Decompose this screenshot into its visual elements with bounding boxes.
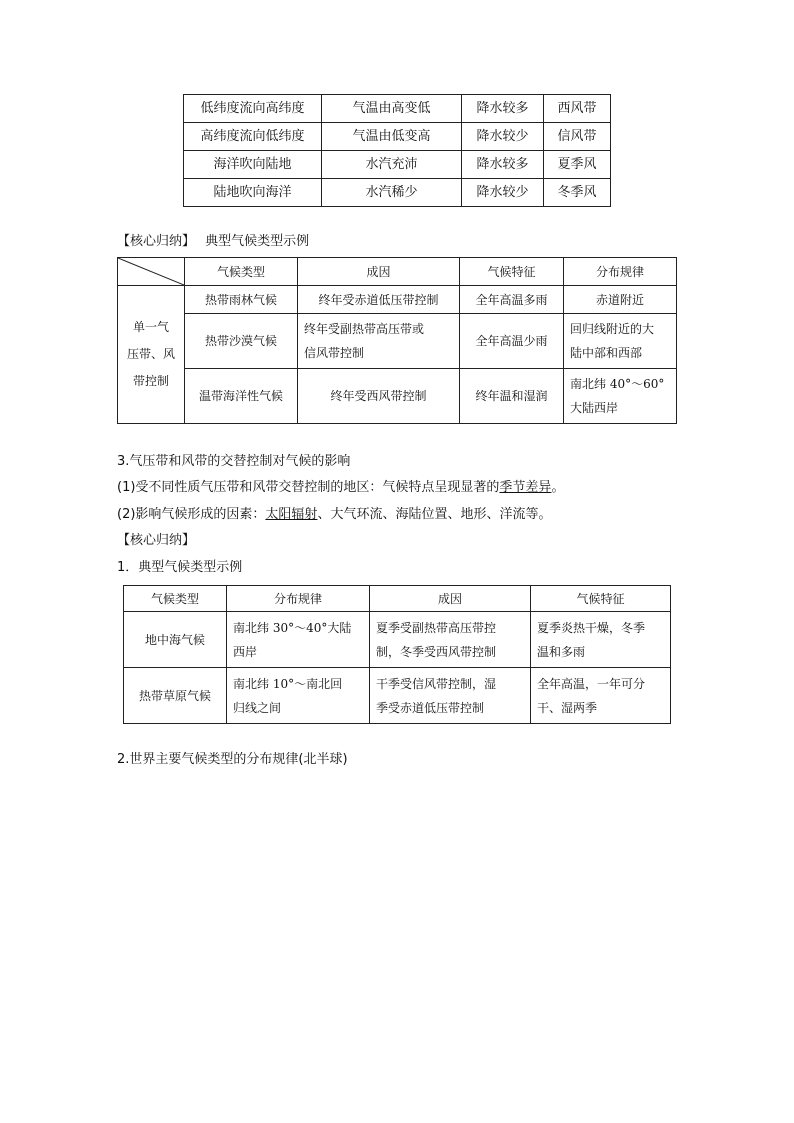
climate-type-table-alternating-control: [123, 585, 671, 724]
table-cell: 冬季风: [544, 179, 611, 207]
table-cell: 陆地吹向海洋: [184, 179, 322, 207]
distribution-line: 南北纬 30°～40°大陆: [233, 620, 352, 635]
table-row: [118, 369, 677, 424]
feature-cell: 全年高温少雨: [460, 314, 564, 369]
feature-cell: [531, 612, 671, 668]
underlined-term: 太阳辐射: [265, 507, 318, 522]
climate-type-cell: 热带雨林气候: [185, 286, 298, 314]
table-cell: 降水较少: [462, 123, 544, 151]
table-cell: 夏季风: [544, 151, 611, 179]
section-heading: 3.气压带和风带的交替控制对气候的影响: [117, 454, 351, 469]
table-cell: 水汽稀少: [322, 179, 462, 207]
text-prefix: (2)影响气候形成的因素：: [117, 507, 266, 522]
feature-line: 全年高温，一年可分: [537, 676, 646, 691]
cause-cell: [370, 668, 531, 724]
cause-cell: [298, 314, 460, 369]
distribution-cell: 赤道附近: [564, 286, 677, 314]
cause-line: 信风带控制: [304, 346, 365, 360]
table-cell: 降水较少: [462, 179, 544, 207]
section-title: 典型气候类型示例: [205, 234, 310, 249]
wind-property-table: [183, 94, 611, 207]
table-row: [184, 179, 611, 207]
table-cell: 低纬度流向高纬度: [184, 95, 322, 123]
climate-type-cell: 温带海洋性气候: [185, 369, 298, 424]
column-header: 气候特征: [460, 258, 564, 286]
table-row: [118, 314, 677, 369]
table-cell: 气温由高变低: [322, 95, 462, 123]
climate-type-cell: 热带沙漠气候: [185, 314, 298, 369]
table-header-row: [124, 586, 671, 612]
section-tag: 【核心归纳】: [117, 234, 196, 249]
feature-cell: 终年温和湿润: [460, 369, 564, 424]
table-row: [184, 95, 611, 123]
cause-cell: [370, 612, 531, 668]
table-header-row: [118, 258, 677, 286]
group-label-line: 带控制: [132, 374, 169, 388]
cause-cell: 终年受赤道低压带控制: [298, 286, 460, 314]
climate-type-table-single-control: [117, 257, 677, 424]
table-cell: 海洋吹向陆地: [184, 151, 322, 179]
distribution-line: 南北纬 10°～南北回: [233, 676, 343, 691]
column-header: 气候特征: [531, 586, 671, 612]
table-cell: 气温由低变高: [322, 123, 462, 151]
table-row: [124, 612, 671, 668]
distribution-cell: [227, 668, 370, 724]
climate-type-cell: 热带草原气候: [124, 668, 227, 724]
distribution-line: 归线之间: [233, 700, 282, 715]
column-header: 成因: [370, 586, 531, 612]
table-row: [184, 151, 611, 179]
table-cell: 高纬度流向低纬度: [184, 123, 322, 151]
distribution-line: 陆中部和西部: [570, 346, 643, 360]
table-row: [124, 668, 671, 724]
diagonal-header-cell: [118, 258, 185, 286]
paragraph-line: [117, 478, 564, 498]
table-cell: 信风带: [544, 123, 611, 151]
section-tag: 【核心归纳】: [117, 533, 196, 548]
distribution-cell: [564, 369, 677, 424]
section-subheading: 1．典型气候类型示例: [117, 560, 243, 575]
group-label-line: 单一气: [132, 320, 169, 334]
cause-line: 干季受信风带控制，湿: [376, 676, 497, 691]
distribution-cell: [564, 314, 677, 369]
distribution-line: 南北纬 40°～60°: [570, 377, 665, 391]
cause-cell: 终年受西风带控制: [298, 369, 460, 424]
table-cell: 降水较多: [462, 95, 544, 123]
paragraph-line: [117, 505, 551, 525]
cause-line: 季受赤道低压带控制: [376, 700, 485, 715]
climate-type-cell: 地中海气候: [124, 612, 227, 668]
diagonal-line: [118, 258, 184, 285]
table-cell: 降水较多: [462, 151, 544, 179]
feature-line: 干、湿两季: [537, 700, 598, 715]
column-header: 分布规律: [564, 258, 677, 286]
group-label-line: 压带、风: [126, 347, 175, 361]
distribution-cell: [227, 612, 370, 668]
distribution-line: 西岸: [233, 644, 258, 659]
text-suffix: 、大气环流、海陆位置、地形、洋流等。: [317, 507, 552, 522]
section-heading: 2.世界主要气候类型的分布规律(北半球): [117, 752, 348, 767]
text-prefix: (1)受不同性质气压带和风带交替控制的地区：气候特点呈现显著的: [117, 480, 500, 495]
feature-cell: [531, 668, 671, 724]
column-header: 成因: [298, 258, 460, 286]
text-suffix: 。: [551, 480, 565, 495]
table-cell: 水汽充沛: [322, 151, 462, 179]
group-label-cell: [118, 286, 185, 424]
distribution-line: 回归线附近的大: [570, 322, 655, 336]
distribution-line: 大陆西岸: [570, 401, 619, 415]
column-header: 气候类型: [185, 258, 298, 286]
feature-line: 温和多雨: [537, 644, 586, 659]
cause-line: 夏季受副热带高压带控: [376, 620, 497, 635]
feature-cell: 全年高温多雨: [460, 286, 564, 314]
cause-line: 终年受副热带高压带或: [304, 322, 425, 336]
table-cell: 西风带: [544, 95, 611, 123]
column-header: 分布规律: [227, 586, 370, 612]
table-row: [184, 123, 611, 151]
cause-line: 制，冬季受西风带控制: [376, 644, 497, 659]
feature-line: 夏季炎热干燥，冬季: [537, 620, 646, 635]
underlined-term: 季节差异: [499, 480, 552, 495]
column-header: 气候类型: [124, 586, 227, 612]
table-row: [118, 286, 677, 314]
section-heading: [117, 232, 309, 252]
